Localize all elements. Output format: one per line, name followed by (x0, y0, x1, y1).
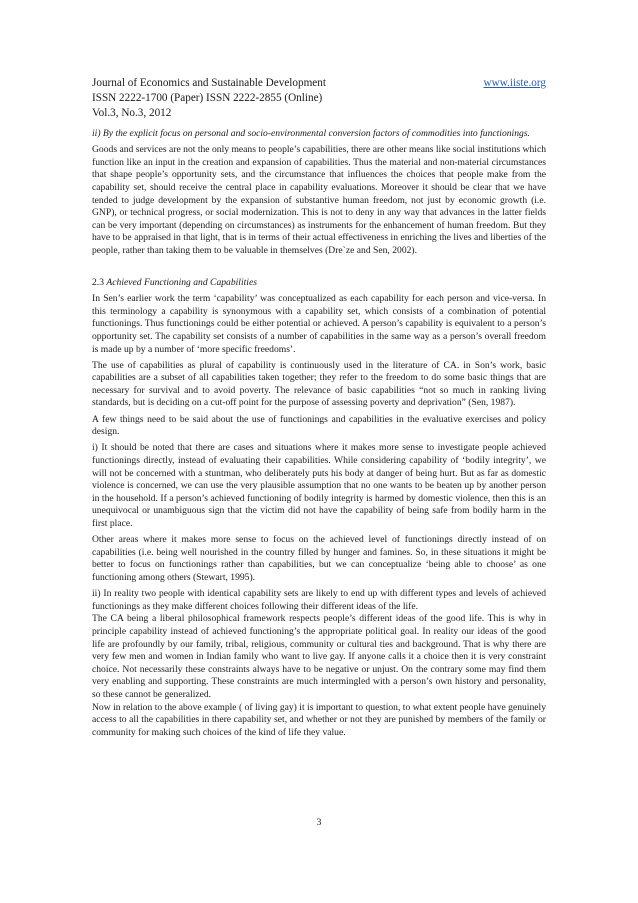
paragraph-identical-capability-sets: ii) In reality two people with identical capability sets are likely to end up with different types and levels of achieved functionings as they make different choices following their different ideas of the life. (92, 588, 546, 612)
paragraph-bodily-integrity: i) It should be noted that there are cases and situations where it makes more sense to investigate people achieved functionings directly, instead of evaluating their capabilities. While considering capability of ‘bodily integrity’, we will not be concerned with a stuntman, who deliberately puts his body at danger of being hurt. But as far as domestic violence is concerned, we can use the very plausible assumption that no one wants to be beaten up by another person in the household. If a person’s achieved functioning of bodily integrity is harmed by domestic violence, then this is an unequivocal or unambiguous sign that the victim did not have the capability of being safe from bodily harm in the first place. (92, 442, 546, 529)
paragraph-evaluative-exercises: A few things need to be said about the use of functionings and capabilities in the evaluative exercises and policy design. (92, 413, 546, 438)
paragraph-liberal-framework: The CA being a liberal philosophical framework respects people’s different ideas of the good life. This is why in principle capability instead of achieved functioning’s the appropriate political goal. In reality our ideas of the good life are profoundly by our family, tribal, religious, community or cultural ties and background. That is why there are very few men and women in Indian family who want to live gay. If anyone calls it a choice then it is very constraint choice. Not necessarily these constraints always have to be negative or unjust. On the contrary some may find them very enabling and supporting. These constraints are much intermingled with a person’s own history and personality, so these cannot be generalized. (92, 613, 546, 700)
journal-website-link[interactable]: www.iiste.org (483, 77, 546, 89)
paragraph-achieved-level: Other areas where it makes more sense to focus on the achieved level of functionings directly instead of on capabilities (i.e. being well nourished in the country filled by hunger and famines. So, in these situations it might be better to focus on functionings rather than capabilities, but we can conceptualize ‘being able to choose’ as one functioning among others (Stewart, 1995). (92, 534, 546, 583)
header-row (92, 76, 546, 91)
paragraph-conversion-factors: Goods and services are not the only means to people’s capabilities, there are other means like social institutions which function like an input in the creation and expansion of capabilities. Thus the material and non-material circumstances that shape people’s opportunity sets, and the circumstance that influences the choices that people make from the capability set, should receive the central place in capability evaluations. Moreover it should be clear that we have tended to judge development by the expansion of substantive human freedom, not just by economic growth (i.e. GNP), or technical progress, or social modernization. This is not to deny in any way that advances in the latter fields can be very important (depending on circumstances) as instruments for the enhancement of human freedom. But they have to be appraised in that light, that is in terms of their actual effectiveness in enriching the lives and liberties of the people, rather than taking them to be valuable in themselves (Dre`ze and Sen, 2002). (92, 144, 546, 256)
journal-issn: ISSN 2222-1700 (Paper) ISSN 2222-2855 (Online) (92, 92, 323, 104)
section-number: 2.3 (92, 276, 104, 288)
journal-volume: Vol.3, No.3, 2012 (92, 107, 172, 119)
article-body (92, 128, 546, 743)
intro-italic-heading: ii) By the explicit focus on personal and socio-environmental conversion factors of commodities into functionings. (92, 128, 530, 139)
journal-title: Journal of Economics and Sustainable Development (92, 77, 326, 89)
page-number: 3 (316, 817, 322, 828)
paragraph-living-gay-example: Now in relation to the above example ( of living gay) it is important to question, to what extent people have genuinely access to all the capabilities in there capability set, and whether or not they are punished by members of the family or community for making such choices of the kind of life they value. (92, 701, 546, 738)
paragraph-capability-definition: In Sen’s earlier work the term ‘capability’ was conceptualized as each capability for each person and vice-versa. In this terminology a capability is synonymous with a capability set, which consists of a combination of potential functionings. Thus functionings could be either potential or achieved. A person’s capability is equivalent to a person’s opportunity set. The capability set consists of a number of capabilities in the same way as a person’s overall freedom is made up by a number of ‘more specific freedoms’. (92, 293, 546, 355)
section-title: Achieved Functioning and Capabilities (106, 276, 257, 288)
page-header (92, 76, 546, 121)
section-heading (92, 277, 546, 290)
paragraph-basic-capabilities: The use of capabilities as plural of capability is continuously used in the literature of CA. in Son’s work, basic capabilities are a subset of all capabilities taken together; they refer to the freedom to do some basic things that are necessary for survival and to avoid poverty. The relevance of basic capabilities “not so much in ranking living standards, but is deciding on a cut-off point for the purpose of assessing poverty and deprivation” (Sen, 1987). (92, 359, 546, 409)
